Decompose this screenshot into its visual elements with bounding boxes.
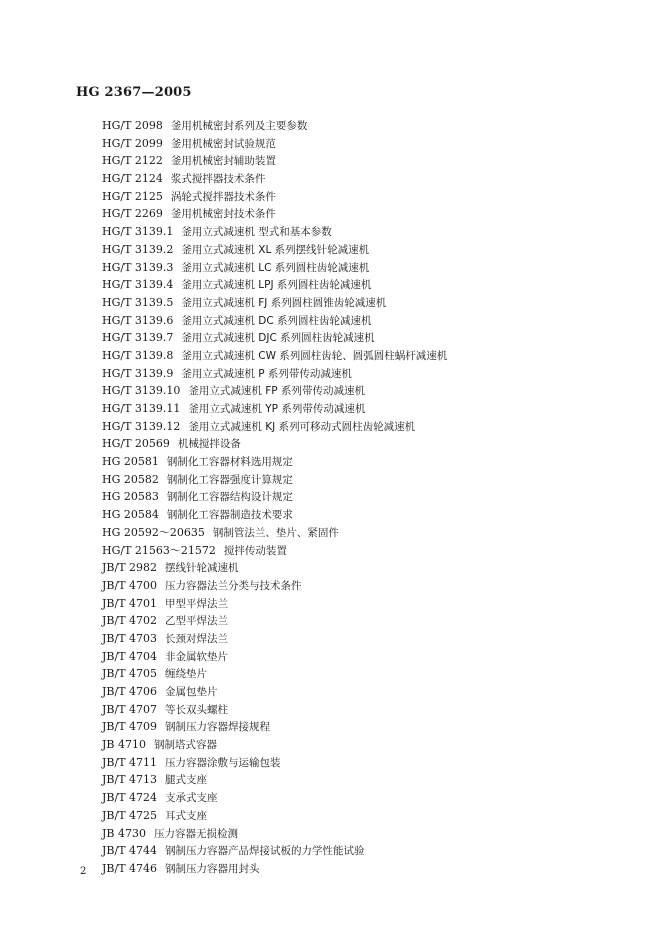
reference-code: HG/T 3139.12 [102,419,181,433]
page-header-standard-code: HG 2367—2005 [76,85,192,100]
reference-item [102,630,447,648]
reference-title: 钢制压力容器焊接规程 [165,721,271,734]
reference-title: 钢制压力容器用封头 [165,862,260,875]
reference-code: HG/T 3139.2 [102,242,174,256]
reference-item [102,135,447,153]
reference-title: 釜用立式减速机 LC 系列圆柱齿轮减速机 [181,261,370,274]
reference-title: 釜用机械密封辅助装置 [170,155,276,168]
reference-item [102,789,447,807]
reference-code: JB/T 4744 [102,844,158,858]
reference-code: JB/T 4701 [102,596,158,610]
reference-title: 釜用立式减速机 FP 系列带传动减速机 [188,385,365,398]
reference-title: 耳式支座 [165,809,208,822]
reference-code: HG/T 2125 [102,189,163,203]
reference-title: 釜用立式减速机 YP 系列带传动减速机 [188,403,366,415]
reference-item [102,665,447,683]
reference-code: HG 20582 [102,472,159,486]
reference-code: JB/T 4703 [102,631,158,645]
reference-code: HG/T 20569 [102,437,170,451]
reference-title: 钢制管法兰、垫片、紧固件 [212,526,339,539]
reference-title: 支承式支座 [165,792,218,805]
reference-code: HG/T 3139.7 [102,331,174,345]
reference-code: HG/T 2124 [102,172,163,186]
reference-title: 搅拌传动装置 [223,544,287,557]
reference-item [102,418,447,436]
reference-item [102,400,447,418]
reference-title: 机械搅拌设备 [177,438,241,451]
reference-code: HG/T 3139.11 [102,402,181,415]
page-number: 2 [80,866,87,877]
reference-item [102,595,447,613]
reference-title: 釜用立式减速机 P 系列带传动减速机 [181,367,352,380]
reference-title: 压力容器法兰分类与技术条件 [165,579,302,592]
reference-item [102,488,447,506]
reference-code: HG/T 3139.10 [102,384,181,398]
reference-title: 釜用立式减速机 LPJ 系列圆柱齿轮减速机 [181,279,372,292]
reference-item [102,188,447,206]
reference-title: 钢制化工容器制造技术要求 [166,509,293,522]
reference-code: HG/T 2099 [102,136,163,150]
reference-code: JB/T 4725 [102,808,158,822]
reference-code: HG/T 3139.1 [102,225,174,239]
reference-code: JB/T 4709 [102,720,158,734]
reference-code: HG/T 3139.4 [102,278,174,292]
reference-title: 长颈对焊法兰 [165,632,229,645]
reference-code: HG 20581 [102,455,159,469]
reference-code: JB/T 4702 [102,614,158,628]
reference-title: 浆式搅拌器技术条件 [170,173,266,186]
normative-references-list [102,117,447,878]
reference-item [102,259,447,277]
reference-title: 釜用立式减速机 FJ 系列圆柱圆锥齿轮减速机 [181,296,387,309]
reference-title: 釜用机械密封技术条件 [170,208,276,221]
reference-code: JB/T 4711 [102,755,158,769]
reference-code: JB 4730 [102,826,146,840]
reference-title: 釜用立式减速机 CW 系列圆柱齿轮、圆弧圆柱蜗杆减速机 [181,349,448,362]
reference-item [102,365,447,383]
reference-item [102,453,447,471]
reference-item [102,329,447,347]
reference-code: HG/T 2269 [102,207,163,221]
reference-item [102,205,447,223]
reference-item [102,683,447,701]
reference-code: HG/T 3139.3 [102,260,174,274]
reference-code: JB/T 4700 [102,578,158,592]
reference-item [102,471,447,489]
reference-item [102,718,447,736]
reference-title: 钢制化工容器结构设计规定 [166,491,293,504]
reference-code: JB/T 4706 [102,685,158,698]
reference-item [102,860,447,878]
reference-item [102,524,447,542]
reference-item [102,648,447,666]
reference-code: JB/T 4707 [102,702,158,716]
reference-item [102,842,447,860]
reference-code: JB 4710 [102,738,146,752]
reference-item [102,612,447,630]
reference-title: 釜用立式减速机 DC 系列圆柱齿轮减速机 [181,314,372,327]
reference-item [102,152,447,170]
reference-item [102,276,447,294]
reference-item [102,170,447,188]
reference-code: HG/T 2098 [102,119,163,132]
reference-title: 甲型平焊法兰 [165,597,229,610]
reference-code: HG/T 3139.5 [102,295,174,309]
reference-title: 釜用立式减速机 KJ 系列可移动式圆柱齿轮减速机 [188,420,416,433]
reference-item [102,825,447,843]
reference-title: 釜用机械密封系列及主要参数 [170,120,308,132]
reference-title: 涡轮式搅拌器技术条件 [170,190,276,203]
reference-title: 非金属软垫片 [165,650,229,663]
reference-item [102,241,447,259]
reference-item [102,542,447,560]
reference-item [102,312,447,330]
reference-item [102,771,447,789]
reference-code: HG 20583 [102,490,159,504]
reference-item [102,736,447,754]
reference-item [102,294,447,312]
reference-code: HG/T 3139.8 [102,348,174,362]
reference-code: HG 20592～20635 [102,525,205,539]
reference-code: JB/T 2982 [102,561,158,575]
reference-title: 乙型平焊法兰 [165,615,229,628]
reference-item [102,347,447,365]
reference-title: 釜用立式减速机 DJC 系列圆柱齿轮减速机 [181,332,375,345]
reference-title: 钢制压力容器产品焊接试板的力学性能试验 [165,845,365,858]
reference-title: 压力容器无损检测 [153,827,238,840]
reference-title: 钢制塔式容器 [153,739,217,752]
reference-item [102,577,447,595]
reference-item [102,506,447,524]
reference-code: HG/T 3139.6 [102,313,174,327]
reference-item [102,754,447,772]
reference-item [102,117,447,135]
reference-title: 压力容器涂敷与运输包装 [165,756,281,769]
reference-code: JB/T 4724 [102,791,158,805]
reference-code: JB/T 4704 [102,649,158,663]
reference-item [102,559,447,577]
reference-title: 金属包垫片 [165,686,218,698]
reference-title: 钢制化工容器材料选用规定 [166,456,293,469]
reference-code: HG/T 21563～21572 [102,543,216,557]
reference-item [102,807,447,825]
reference-title: 釜用机械密封试验规范 [170,137,276,150]
reference-item [102,701,447,719]
reference-title: 缠绕垫片 [165,668,208,681]
reference-item [102,382,447,400]
reference-code: HG 20584 [102,508,159,522]
reference-title: 釜用立式减速机 型式和基本参数 [181,226,332,239]
reference-title: 等长双头螺柱 [165,703,229,716]
reference-title: 腿式支座 [165,774,208,787]
reference-code: HG/T 2122 [102,154,163,168]
reference-code: JB/T 4705 [102,667,158,681]
reference-title: 钢制化工容器强度计算规定 [166,473,293,486]
reference-item [102,223,447,241]
reference-code: JB/T 4713 [102,773,158,787]
reference-item [102,435,447,453]
reference-title: 釜用立式减速机 XL 系列摆线针轮减速机 [181,243,370,256]
reference-code: JB/T 4746 [102,861,158,875]
reference-code: HG/T 3139.9 [102,366,174,380]
reference-title: 摆线针轮减速机 [165,562,239,575]
